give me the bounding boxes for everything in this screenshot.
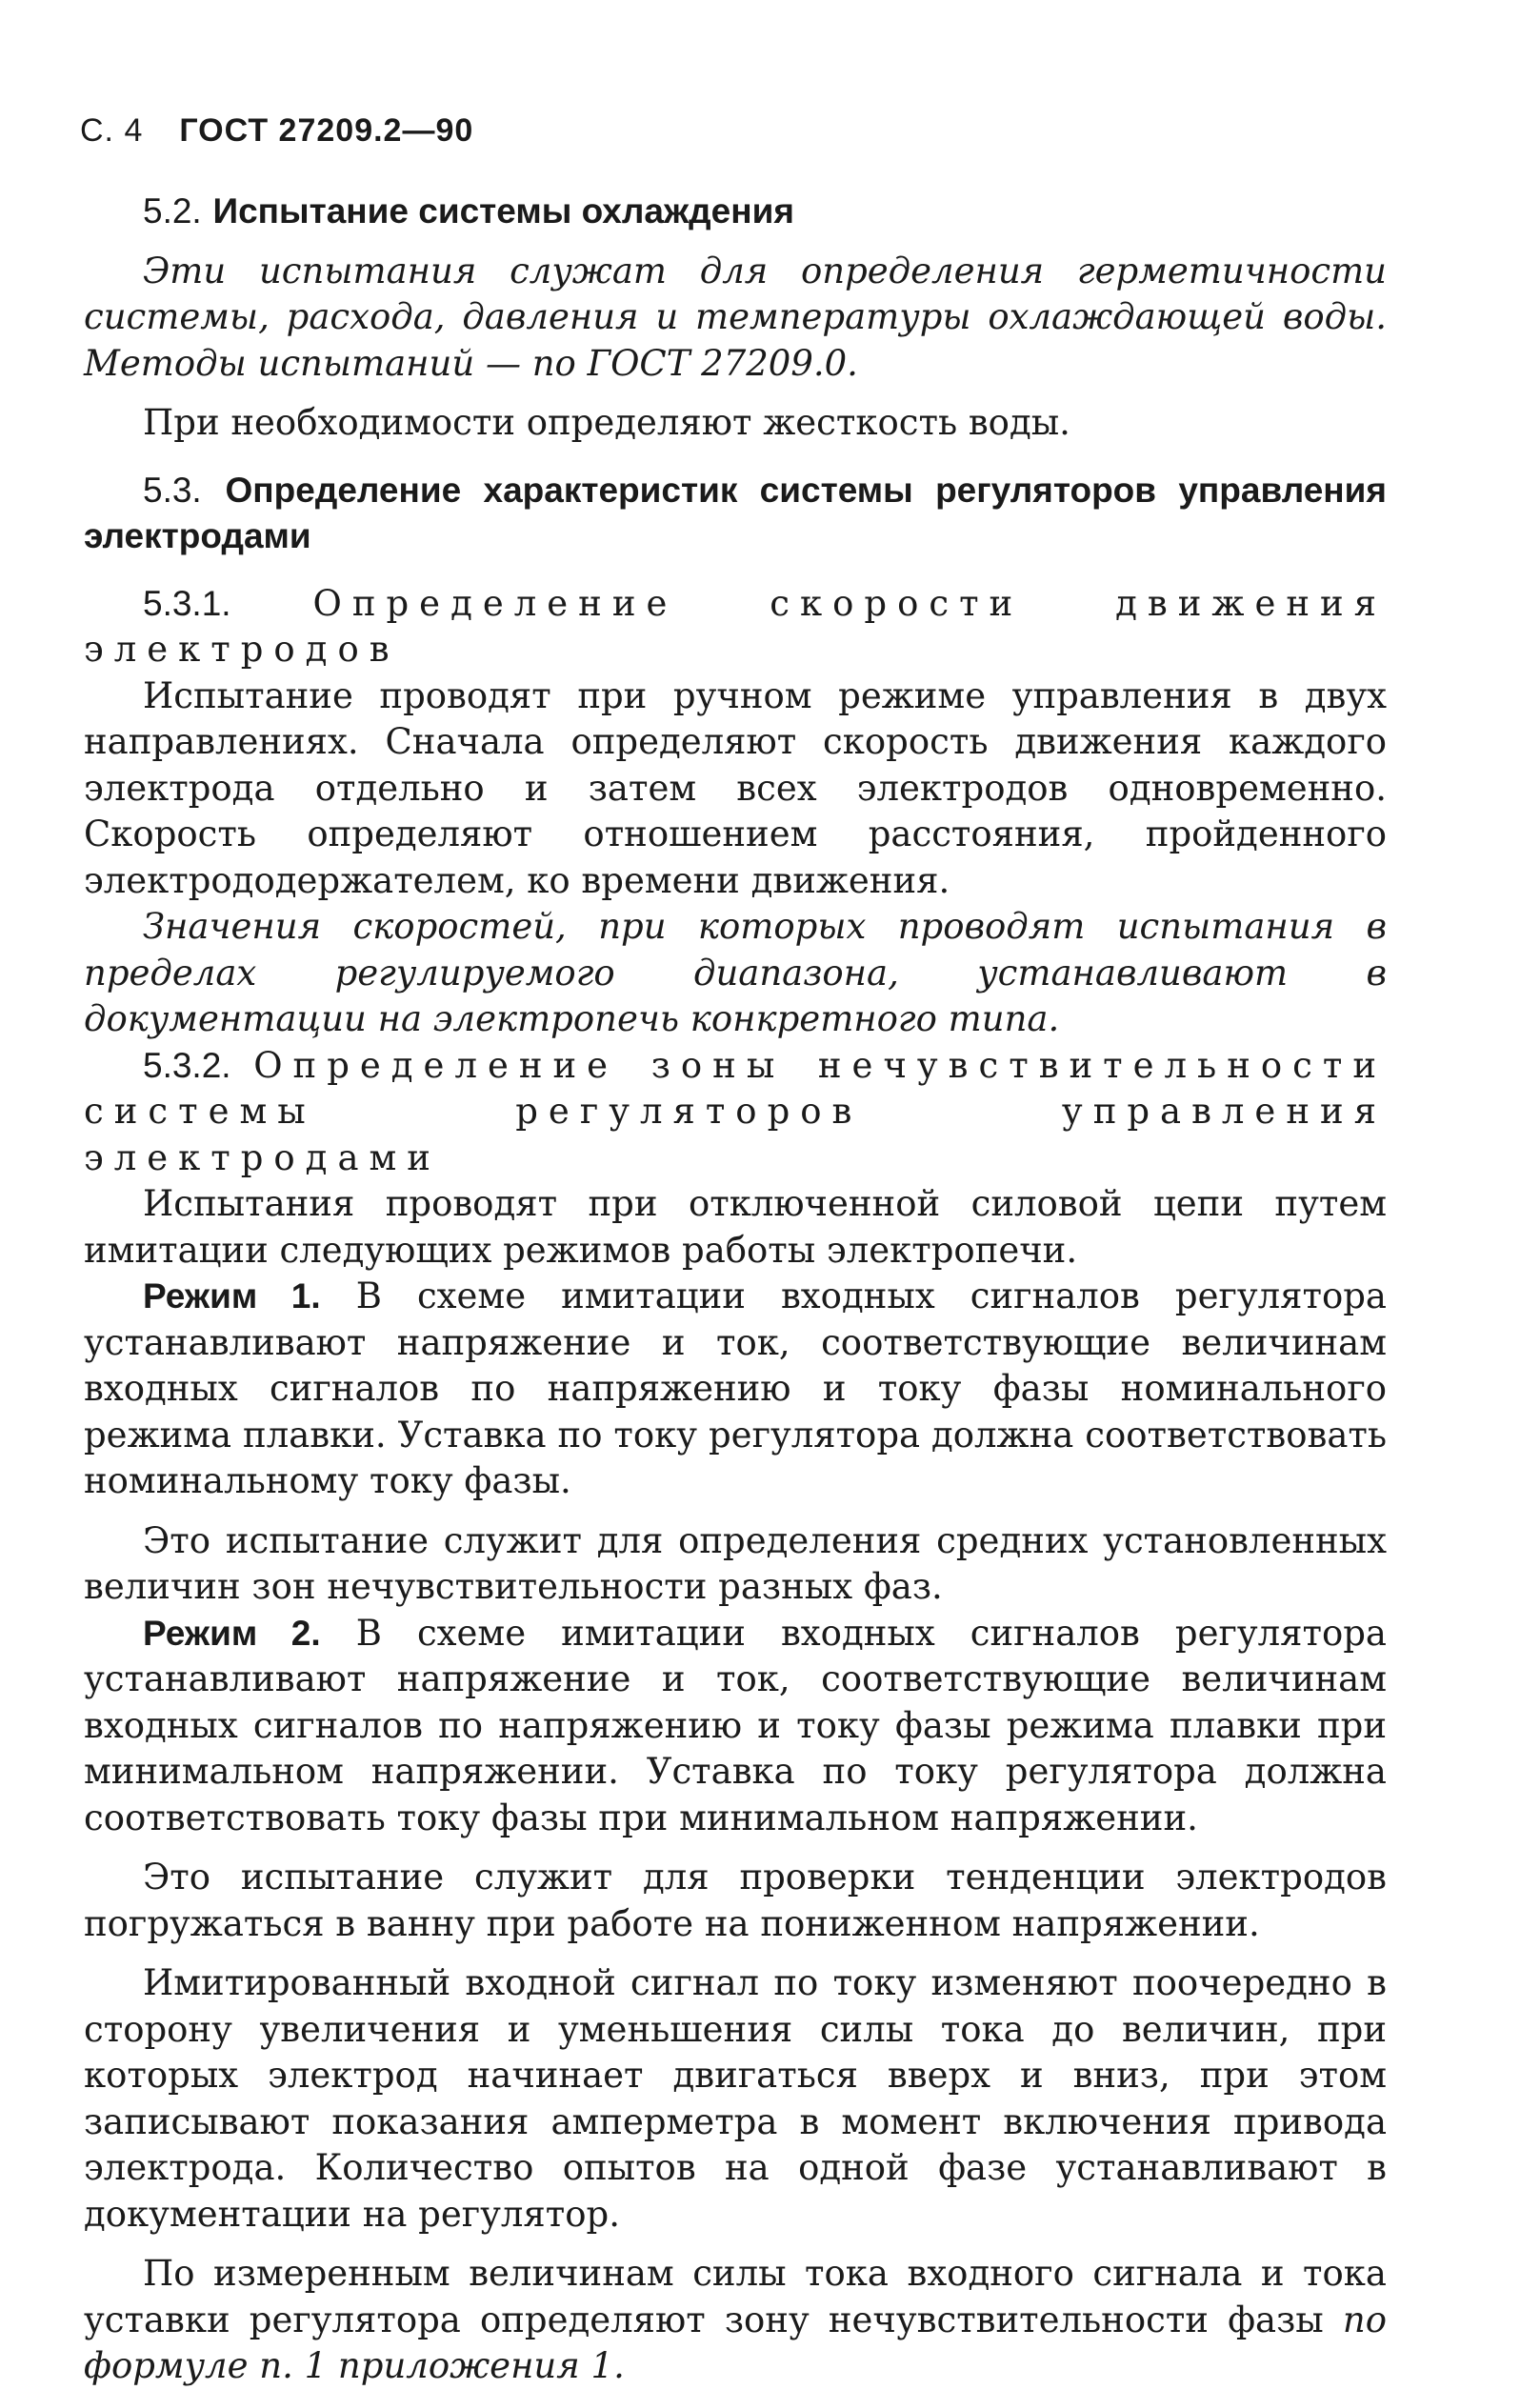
section-title: Определение скорости движения электродов: [84, 582, 1388, 670]
formula-reference: по формуле п. 1 приложения 1.: [84, 2299, 1387, 2386]
paragraph: Это испытание служит для определения средних установленных величин зон нечувствительности разных фаз.: [84, 1519, 1387, 1607]
paragraph: Испытания проводят при отключенной силовой цепи путем имитации следующих режимов работы электропечи.: [84, 1183, 1387, 1271]
page-header: [80, 112, 473, 150]
paragraph: Эти испытания служат для определения герметичности системы, расхода, давления и температуры охлаждающей воды. Методы испытаний — по ГОСТ 27209.0.: [84, 250, 1387, 384]
section-heading-5-2: [84, 189, 1387, 235]
section-heading-5-3-1: [84, 581, 1387, 673]
mode-1-paragraph: [84, 1274, 1387, 1505]
section-number: 5.3.1.: [143, 583, 231, 623]
section-number: 5.3.2.: [143, 1045, 231, 1085]
standard-code: ГОСТ 27209.2—90: [179, 112, 474, 149]
section-number: 5.3.: [143, 470, 202, 510]
final-text: По измеренным величинам силы тока входного сигнала и тока уставки регулятора определяют зону нечувствительности фазы: [84, 2253, 1387, 2340]
paragraph: [84, 2251, 1387, 2390]
mode-2-paragraph: [84, 1611, 1387, 1842]
paragraph: Испытание проводят при ручном режиме управления в двух направлениях. Сначала определяют скорость движения каждого электрода отдельно и затем всех электродов одновременно. Скорость определяют отношением расстояния, пройденного электрододержателем, ко времени движения.: [84, 674, 1387, 901]
mode-text: В схеме имитации входных сигналов регулятора устанавливают напряжение и ток, соответствующие величинам входных сигналов по напряжению и току фазы режима плавки при минимальном напряжении. Уставка по току регулятора должна соответствовать току фазы при минимальном напряжении.: [84, 1612, 1387, 1838]
section-heading-5-3: [84, 468, 1387, 560]
paragraph: Имитированный входной сигнал по току изменяют поочередно в сторону увеличения и уменьшения силы тока до величин, при которых электрод начинает двигаться вверх и вниз, при этом записывают показания амперметра в момент включения привода электрода. Количество опытов на одной фазе устанавливают в документации на регулятор.: [84, 1962, 1387, 2235]
section-heading-5-3-2: [84, 1043, 1387, 1182]
section-title: Испытание системы охлаждения: [212, 191, 794, 231]
paragraph: Это испытание служит для проверки тенденции электродов погружаться в ванну при работе на пониженном напряжении.: [84, 1857, 1387, 1944]
section-title: Определение зоны нечувствительности системы регуляторов управления электродами: [84, 1044, 1387, 1178]
page-number: С. 4: [80, 112, 144, 149]
paragraph: При необходимости определяют жесткость воды.: [143, 402, 1070, 443]
document-body: [84, 189, 1387, 2390]
paragraph: Значения скоростей, при которых проводят испытания в пределах регулируемого диапазона, устанавливают в документации на электропечь конкретного типа.: [84, 906, 1387, 1039]
section-number: 5.2.: [143, 191, 202, 231]
mode-text: В схеме имитации входных сигналов регулятора устанавливают напряжение и ток, соответствующие величинам входных сигналов по напряжению и току фазы номинального режима плавки. Уставка по току регулятора должна соответствовать номинальному току фазы.: [84, 1275, 1387, 1501]
mode-label: Режим 2.: [143, 1613, 321, 1653]
mode-label: Режим 1.: [143, 1276, 321, 1316]
section-title: Определение характеристик системы регуляторов управления электродами: [84, 470, 1387, 555]
